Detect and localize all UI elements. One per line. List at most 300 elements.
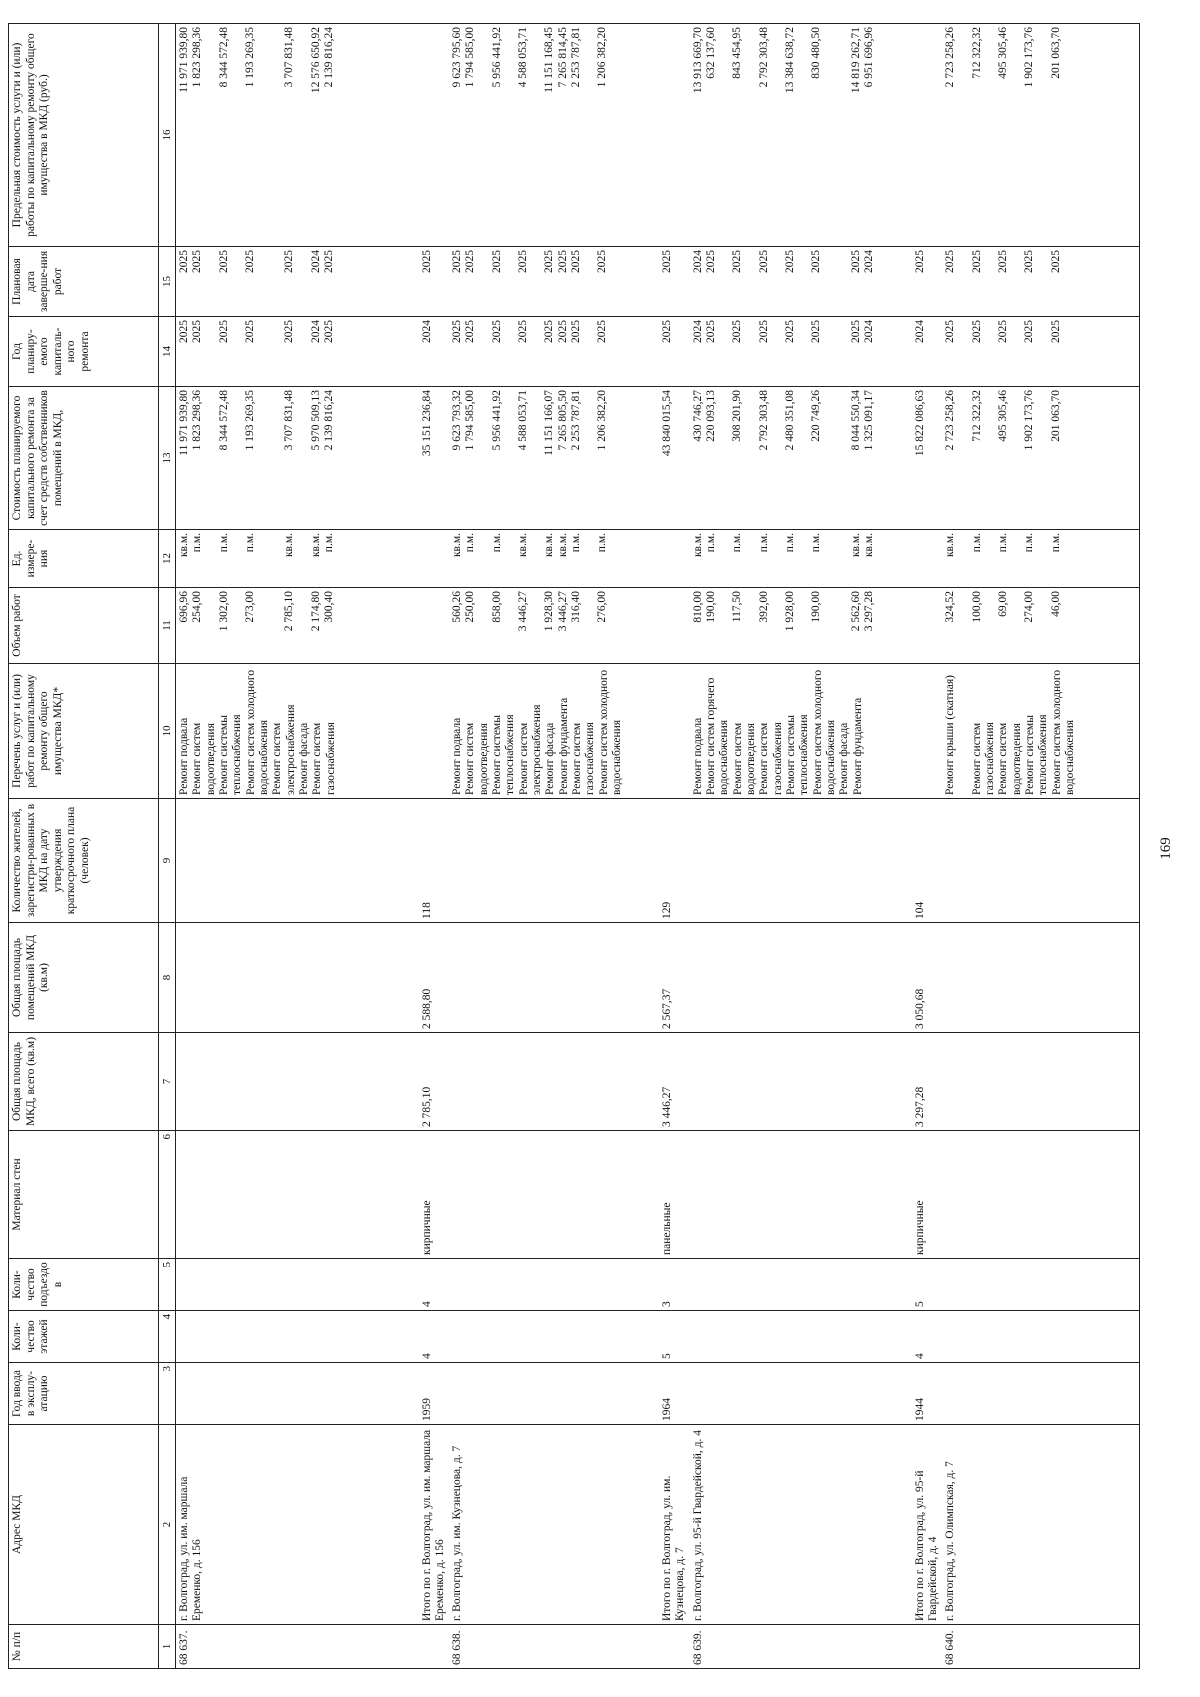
- work-end: 2025: [178, 250, 190, 273]
- column-number: 4: [159, 1311, 176, 1363]
- work-unit: п.м.: [570, 533, 583, 553]
- work-limit: 2 723 258,26: [944, 27, 957, 88]
- work-year: 2025: [810, 320, 823, 343]
- header-cell: Объем работ: [9, 588, 159, 664]
- work-year: 2025: [731, 320, 744, 343]
- column-number: 8: [159, 923, 176, 1033]
- area-rooms: 2 588,80: [419, 923, 450, 1033]
- work-list: [449, 664, 659, 799]
- work-limit-list: [176, 24, 419, 247]
- wall-material: кирпичные: [912, 1131, 943, 1259]
- work-cost: 430 746,27: [691, 390, 704, 442]
- work-volume-list: [449, 588, 659, 664]
- work-limit: 13 913 669,70: [691, 27, 704, 94]
- work-volume: 3 297,28: [863, 591, 876, 632]
- work-name: Ремонт фасада: [544, 722, 557, 795]
- header-cell: Предельная стоимость услуги и (или) работы по капитальному ремонту общего имущества в МКД (руб.): [9, 24, 159, 247]
- work-limit: 11 151 168,45: [543, 27, 556, 93]
- work-name: Ремонт фундамента: [557, 697, 570, 795]
- floor-count: 4: [912, 1311, 943, 1363]
- work-limit: 6 951 696,96: [863, 27, 876, 88]
- work-end: 2025: [596, 250, 609, 273]
- work-limit-list: [942, 24, 1139, 247]
- work-unit-list: [449, 530, 659, 588]
- work-limit: 2 792 303,48: [757, 27, 770, 88]
- work-unit: п.м.: [217, 533, 230, 553]
- work-end: 2025: [757, 250, 770, 273]
- building-row: [942, 24, 1139, 1669]
- work-list: [176, 664, 419, 799]
- work-name: Ремонт систем холодного водоснабжения: [597, 669, 624, 795]
- column-number: 3: [159, 1363, 176, 1425]
- work-name: Ремонт систем газоснабжения: [571, 722, 597, 795]
- header-cell: Адрес МКД: [9, 1425, 159, 1625]
- work-year: 2025: [543, 320, 556, 343]
- work-cost: 2 723 258,26: [944, 390, 957, 451]
- work-end: 2024: [309, 250, 322, 273]
- work-volume: 3 446,27: [517, 591, 530, 632]
- work-year: 2025: [451, 320, 464, 343]
- header-cell: Стоимость планируемого капитального ремонта за счет средств собственников помещений в МКД,: [9, 387, 159, 530]
- work-cost: 3 707 831,48: [283, 390, 296, 451]
- work-volume: 1 302,00: [217, 591, 230, 632]
- work-name: Ремонт фасада: [838, 722, 851, 795]
- header-cell: Год планиру-емого капиталь-ного ремонта: [9, 317, 159, 387]
- work-year: 2025: [556, 320, 569, 343]
- building-total-row: [659, 24, 690, 1669]
- work-volume: 190,00: [810, 591, 823, 623]
- total-end: 2025: [419, 247, 450, 317]
- work-name: Ремонт систем водоотведения: [191, 722, 217, 795]
- building-total-row: [419, 24, 450, 1669]
- column-number: 11: [159, 588, 176, 664]
- residents-count: 118: [419, 799, 450, 923]
- work-volume: 117,50: [731, 591, 744, 623]
- work-name: Ремонт систем холодного водоснабжения: [1050, 669, 1077, 795]
- work-name: Ремонт подвала: [451, 717, 464, 795]
- work-end: 2025: [556, 250, 569, 273]
- work-unit: кв.м.: [517, 533, 530, 558]
- floor-count: 4: [419, 1311, 450, 1363]
- work-year: 2025: [178, 320, 190, 343]
- total-label: Итого по г. Волгоград, ул. им. Кузнецова, д. 7: [659, 1425, 690, 1625]
- work-unit: п.м.: [490, 533, 503, 553]
- work-name: Ремонт систем холодного водоснабжения: [811, 669, 838, 795]
- work-limit: 13 384 638,72: [784, 27, 797, 94]
- work-volume-list: [942, 588, 1139, 664]
- work-end: 2025: [243, 250, 256, 273]
- header-cell: Год ввода в эксплу-атацию: [9, 1363, 159, 1425]
- work-limit: 495 305,46: [997, 27, 1010, 79]
- year-built: 1959: [419, 1363, 450, 1425]
- work-limit: 12 576 650,92: [309, 27, 322, 94]
- work-end: 2025: [849, 250, 862, 273]
- work-cost: 712 322,32: [970, 390, 983, 442]
- work-year: 2025: [849, 320, 862, 343]
- work-volume: 274,00: [1023, 591, 1036, 623]
- work-unit: п.м.: [464, 533, 477, 553]
- column-number: 1: [159, 1625, 176, 1669]
- work-limit: 4 588 053,71: [517, 27, 530, 88]
- column-number: 7: [159, 1033, 176, 1131]
- area-rooms: 3 050,68: [912, 923, 943, 1033]
- work-year: 2025: [517, 320, 530, 343]
- work-year: 2025: [970, 320, 983, 343]
- building-address: г. Волгоград, ул. им. Кузнецова, д. 7: [449, 1425, 659, 1625]
- work-cost: 1 902 173,76: [1023, 390, 1036, 451]
- work-volume-list: [176, 588, 419, 664]
- work-cost: 1 823 298,36: [191, 390, 204, 451]
- row-number: 68 640.: [942, 1625, 1139, 1669]
- building-address: г. Волгоград, ул. 95-й Гвардейской, д. 4: [690, 1425, 912, 1625]
- work-unit: п.м.: [705, 533, 718, 553]
- work-end: 2025: [570, 250, 583, 273]
- work-volume: 254,00: [191, 591, 204, 623]
- building-row: [176, 24, 419, 1669]
- header-cell: Количество жителей, зарегистри-рованных в МКД на дату утверждения краткосрочного плана (человек): [9, 799, 159, 923]
- work-unit: кв.м.: [309, 533, 322, 558]
- column-number: 12: [159, 530, 176, 588]
- work-year: 2025: [997, 320, 1010, 343]
- total-cost: 15 822 086,63: [912, 387, 943, 530]
- work-limit: 1 794 585,00: [464, 27, 477, 88]
- work-year: 2025: [191, 320, 204, 343]
- work-limit: 1 823 298,36: [191, 27, 204, 88]
- total-year: 2025: [659, 317, 690, 387]
- work-cost: 8 044 550,34: [849, 390, 862, 451]
- total-end: 2025: [912, 247, 943, 317]
- work-year: 2025: [322, 320, 335, 343]
- work-cost-list: [176, 387, 419, 530]
- total-label: Итого по г. Волгоград, ул. им. маршала Еременко, д. 156: [419, 1425, 450, 1625]
- work-end: 2025: [784, 250, 797, 273]
- work-limit: 3 707 831,48: [283, 27, 296, 88]
- column-number: 15: [159, 247, 176, 317]
- column-number: 9: [159, 799, 176, 923]
- work-cost: 5 956 441,92: [490, 390, 503, 451]
- entrance-count: 3: [659, 1259, 690, 1311]
- capital-repair-table: [8, 23, 1140, 1669]
- work-cost: 220 749,26: [810, 390, 823, 442]
- area-total: 3 297,28: [912, 1033, 943, 1131]
- work-cost: 9 623 793,32: [451, 390, 464, 451]
- work-cost: 495 305,46: [997, 390, 1010, 442]
- work-cost: 1 794 585,00: [464, 390, 477, 451]
- work-end: 2025: [322, 250, 335, 273]
- header-cell: Плановая дата заверше-ния работ: [9, 247, 159, 317]
- work-cost: 201 063,70: [1049, 390, 1062, 442]
- work-name: Ремонт систем электроснабжения: [271, 704, 297, 795]
- header-row: [9, 24, 159, 1669]
- column-number-row: [159, 24, 176, 1669]
- work-volume: 324,52: [944, 591, 957, 623]
- work-end: 2024: [691, 250, 704, 273]
- work-end: 2025: [464, 250, 477, 273]
- work-year-list: [942, 317, 1139, 387]
- work-unit: кв.м.: [691, 533, 704, 558]
- work-list: [690, 664, 912, 799]
- work-unit: кв.м.: [863, 533, 876, 558]
- work-volume-list: [690, 588, 912, 664]
- work-limit: 201 063,70: [1049, 27, 1062, 79]
- row-number: 68 639.: [690, 1625, 912, 1669]
- work-volume: 2 174,80: [309, 591, 322, 632]
- work-year: 2024: [309, 320, 322, 343]
- work-limit: 2 253 787,81: [570, 27, 583, 88]
- work-limit: 2 139 816,24: [322, 27, 335, 88]
- work-volume: 3 446,27: [556, 591, 569, 632]
- work-end: 2025: [705, 250, 718, 273]
- work-unit: кв.м.: [556, 533, 569, 558]
- header-cell: Общая площадь МКД, всего (кв.м): [9, 1033, 159, 1131]
- work-unit: п.м.: [1023, 533, 1036, 553]
- work-cost: 5 970 509,13: [309, 390, 322, 451]
- header-cell: Ед. измере-ния: [9, 530, 159, 588]
- year-built: 1944: [912, 1363, 943, 1425]
- work-end: 2025: [543, 250, 556, 273]
- total-end: 2025: [659, 247, 690, 317]
- work-unit: п.м.: [596, 533, 609, 553]
- work-limit: 11 971 939,80: [178, 27, 190, 93]
- column-number: 13: [159, 387, 176, 530]
- work-limit: 7 265 814,45: [556, 27, 569, 88]
- work-volume: 250,00: [464, 591, 477, 623]
- column-number: 5: [159, 1259, 176, 1311]
- area-rooms: 2 567,37: [659, 923, 690, 1033]
- work-cost-list: [449, 387, 659, 530]
- work-end: 2025: [997, 250, 1010, 273]
- work-cost: 1 193 269,35: [243, 390, 256, 451]
- entrance-count: 5: [912, 1259, 943, 1311]
- work-volume: 810,00: [691, 591, 704, 623]
- work-name: Ремонт подвала: [691, 717, 704, 795]
- work-name: Ремонт крыши (скатная): [944, 675, 957, 795]
- work-limit: 1 193 269,35: [243, 27, 256, 88]
- work-year-list: [449, 317, 659, 387]
- total-label: Итого по г. Волгоград, ул. 95-й Гвардейской, д. 4: [912, 1425, 943, 1625]
- work-unit: кв.м.: [178, 533, 190, 558]
- work-end: 2024: [863, 250, 876, 273]
- work-end: 2025: [283, 250, 296, 273]
- work-name: Ремонт систем газоснабжения: [311, 722, 337, 795]
- work-volume: 46,00: [1049, 591, 1062, 617]
- work-name: Ремонт системы теплоснабжения: [491, 714, 517, 795]
- work-unit: п.м.: [1049, 533, 1062, 553]
- total-year: 2024: [419, 317, 450, 387]
- work-cost: 2 480 351,08: [784, 390, 797, 451]
- work-limit: 632 137,60: [705, 27, 718, 79]
- header-cell: Коли-чество этажей: [9, 1311, 159, 1363]
- work-volume: 316,40: [570, 591, 583, 623]
- building-address: г. Волгоград, ул. им. маршала Еременко, д. 156: [176, 1425, 419, 1625]
- work-cost: 8 344 572,48: [217, 390, 230, 451]
- work-volume: 2 562,60: [849, 591, 862, 632]
- work-unit: п.м.: [731, 533, 744, 553]
- work-cost: 308 201,90: [731, 390, 744, 442]
- work-unit: п.м.: [243, 533, 256, 553]
- total-cost: 35 151 236,84: [419, 387, 450, 530]
- work-volume: 2 785,10: [283, 591, 296, 632]
- work-end-list: [176, 247, 419, 317]
- work-unit: п.м.: [191, 533, 204, 553]
- work-limit: 843 454,95: [731, 27, 744, 79]
- work-limit: 5 956 441,92: [490, 27, 503, 88]
- work-name: Ремонт систем электроснабжения: [517, 704, 544, 795]
- work-limit: 9 623 795,60: [451, 27, 464, 88]
- work-year: 2025: [490, 320, 503, 343]
- work-cost: 1 206 382,20: [596, 390, 609, 451]
- work-year: 2025: [784, 320, 797, 343]
- column-number: 10: [159, 664, 176, 799]
- work-year: 2025: [217, 320, 230, 343]
- work-year-list: [690, 317, 912, 387]
- work-volume: 392,00: [757, 591, 770, 623]
- work-name: Ремонт систем водоотведения: [731, 722, 758, 795]
- work-end-list: [449, 247, 659, 317]
- work-cost: 7 265 805,50: [556, 390, 569, 451]
- work-name: Ремонт фундамента: [851, 697, 864, 795]
- work-limit: 830 480,50: [810, 27, 823, 79]
- work-unit: п.м.: [757, 533, 770, 553]
- work-unit: кв.м.: [451, 533, 464, 558]
- column-number: 14: [159, 317, 176, 387]
- work-year: 2025: [757, 320, 770, 343]
- work-year: 2025: [596, 320, 609, 343]
- work-cost: 2 139 816,24: [322, 390, 335, 451]
- work-cost: 2 253 787,81: [570, 390, 583, 451]
- header-cell: № п/п: [9, 1625, 159, 1669]
- work-volume: 190,00: [705, 591, 718, 623]
- work-limit: 1 206 382,20: [596, 27, 609, 88]
- work-limit: 14 819 262,71: [849, 27, 862, 94]
- work-end: 2025: [451, 250, 464, 273]
- work-volume: 100,00: [970, 591, 983, 623]
- work-cost: 2 792 303,48: [757, 390, 770, 451]
- building-address: г. Волгоград, ул. Олимпская, д. 7: [942, 1425, 1139, 1625]
- work-name: Ремонт систем холодного водоснабжения: [244, 669, 270, 795]
- work-limit: 8 344 572,48: [217, 27, 230, 88]
- work-limit: 712 322,32: [970, 27, 983, 79]
- work-unit-list: [176, 530, 419, 588]
- header-cell: Коли-чество подъездо в: [9, 1259, 159, 1311]
- work-end: 2025: [191, 250, 204, 273]
- row-number: 68 637.: [176, 1625, 419, 1669]
- building-row: [690, 24, 912, 1669]
- column-number: 2: [159, 1425, 176, 1625]
- work-end: 2025: [810, 250, 823, 273]
- work-year: 2025: [944, 320, 957, 343]
- work-unit: кв.м.: [283, 533, 296, 558]
- total-cost: 43 840 015,54: [659, 387, 690, 530]
- work-name: Ремонт системы теплоснабжения: [217, 714, 244, 795]
- work-name: Ремонт подвала: [178, 717, 190, 795]
- year-built: 1964: [659, 1363, 690, 1425]
- work-end: 2025: [1049, 250, 1062, 273]
- work-cost: 11 151 166,07: [543, 390, 556, 456]
- work-cost-list: [690, 387, 912, 530]
- building-total-row: [912, 24, 943, 1669]
- work-year: 2025: [283, 320, 296, 343]
- column-number: 6: [159, 1131, 176, 1259]
- work-unit: п.м.: [997, 533, 1010, 553]
- work-year: 2024: [691, 320, 704, 343]
- work-cost: 1 325 091,17: [863, 390, 876, 451]
- work-list: [942, 664, 1139, 799]
- work-volume: 300,40: [322, 591, 335, 623]
- work-year: 2025: [464, 320, 477, 343]
- header-cell: Общая площадь помещений МКД (кв.м): [9, 923, 159, 1033]
- work-year: 2025: [1049, 320, 1062, 343]
- building-row: [449, 24, 659, 1669]
- work-name: Ремонт систем водоотведения: [997, 722, 1023, 795]
- work-year: 2025: [243, 320, 256, 343]
- work-end: 2025: [944, 250, 957, 273]
- column-number: 16: [159, 24, 176, 247]
- work-end: 2025: [217, 250, 230, 273]
- work-cost: 220 093,13: [705, 390, 718, 442]
- wall-material: панельные: [659, 1131, 690, 1259]
- wall-material: кирпичные: [419, 1131, 450, 1259]
- total-year: 2024: [912, 317, 943, 387]
- work-limit-list: [449, 24, 659, 247]
- work-end: 2025: [731, 250, 744, 273]
- work-name: Ремонт систем газоснабжения: [970, 722, 997, 795]
- residents-count: 104: [912, 799, 943, 923]
- entrance-count: 4: [419, 1259, 450, 1311]
- work-end: 2025: [517, 250, 530, 273]
- work-unit-list: [690, 530, 912, 588]
- header-cell: Материал стен: [9, 1131, 159, 1259]
- work-volume: 276,00: [596, 591, 609, 623]
- work-year-list: [176, 317, 419, 387]
- work-volume: 696,96: [178, 591, 190, 623]
- area-total: 3 446,27: [659, 1033, 690, 1131]
- work-volume: 1 928,00: [784, 591, 797, 632]
- work-year: 2025: [1023, 320, 1036, 343]
- work-unit: п.м.: [784, 533, 797, 553]
- work-cost: 11 971 939,80: [178, 390, 190, 456]
- work-name: Ремонт систем газоснабжения: [758, 722, 784, 795]
- work-name: Ремонт систем водоотведения: [464, 722, 490, 795]
- work-unit: п.м.: [970, 533, 983, 553]
- work-end-list: [690, 247, 912, 317]
- header-cell: Перечень услуг и (или) работ по капитальному ремонту общего имущества МКД*: [9, 664, 159, 799]
- work-volume: 69,00: [997, 591, 1010, 617]
- work-year: 2024: [863, 320, 876, 343]
- work-end: 2025: [970, 250, 983, 273]
- work-volume: 560,26: [451, 591, 464, 623]
- work-unit: кв.м.: [944, 533, 957, 558]
- work-unit: п.м.: [810, 533, 823, 553]
- residents-count: 129: [659, 799, 690, 923]
- work-limit-list: [690, 24, 912, 247]
- work-name: Ремонт систем горячего водоснабжения: [705, 677, 731, 795]
- work-volume: 273,00: [243, 591, 256, 623]
- page-number: 169: [1158, 837, 1174, 860]
- work-unit-list: [942, 530, 1139, 588]
- work-year: 2025: [705, 320, 718, 343]
- work-name: Ремонт системы теплоснабжения: [1024, 714, 1050, 795]
- work-end: 2025: [1023, 250, 1036, 273]
- work-unit: кв.м.: [849, 533, 862, 558]
- floor-count: 5: [659, 1311, 690, 1363]
- work-limit: 1 902 173,76: [1023, 27, 1036, 88]
- area-total: 2 785,10: [419, 1033, 450, 1131]
- work-volume: 1 928,30: [543, 591, 556, 632]
- work-end: 2025: [490, 250, 503, 273]
- work-cost-list: [942, 387, 1139, 530]
- work-cost: 4 588 053,71: [517, 390, 530, 451]
